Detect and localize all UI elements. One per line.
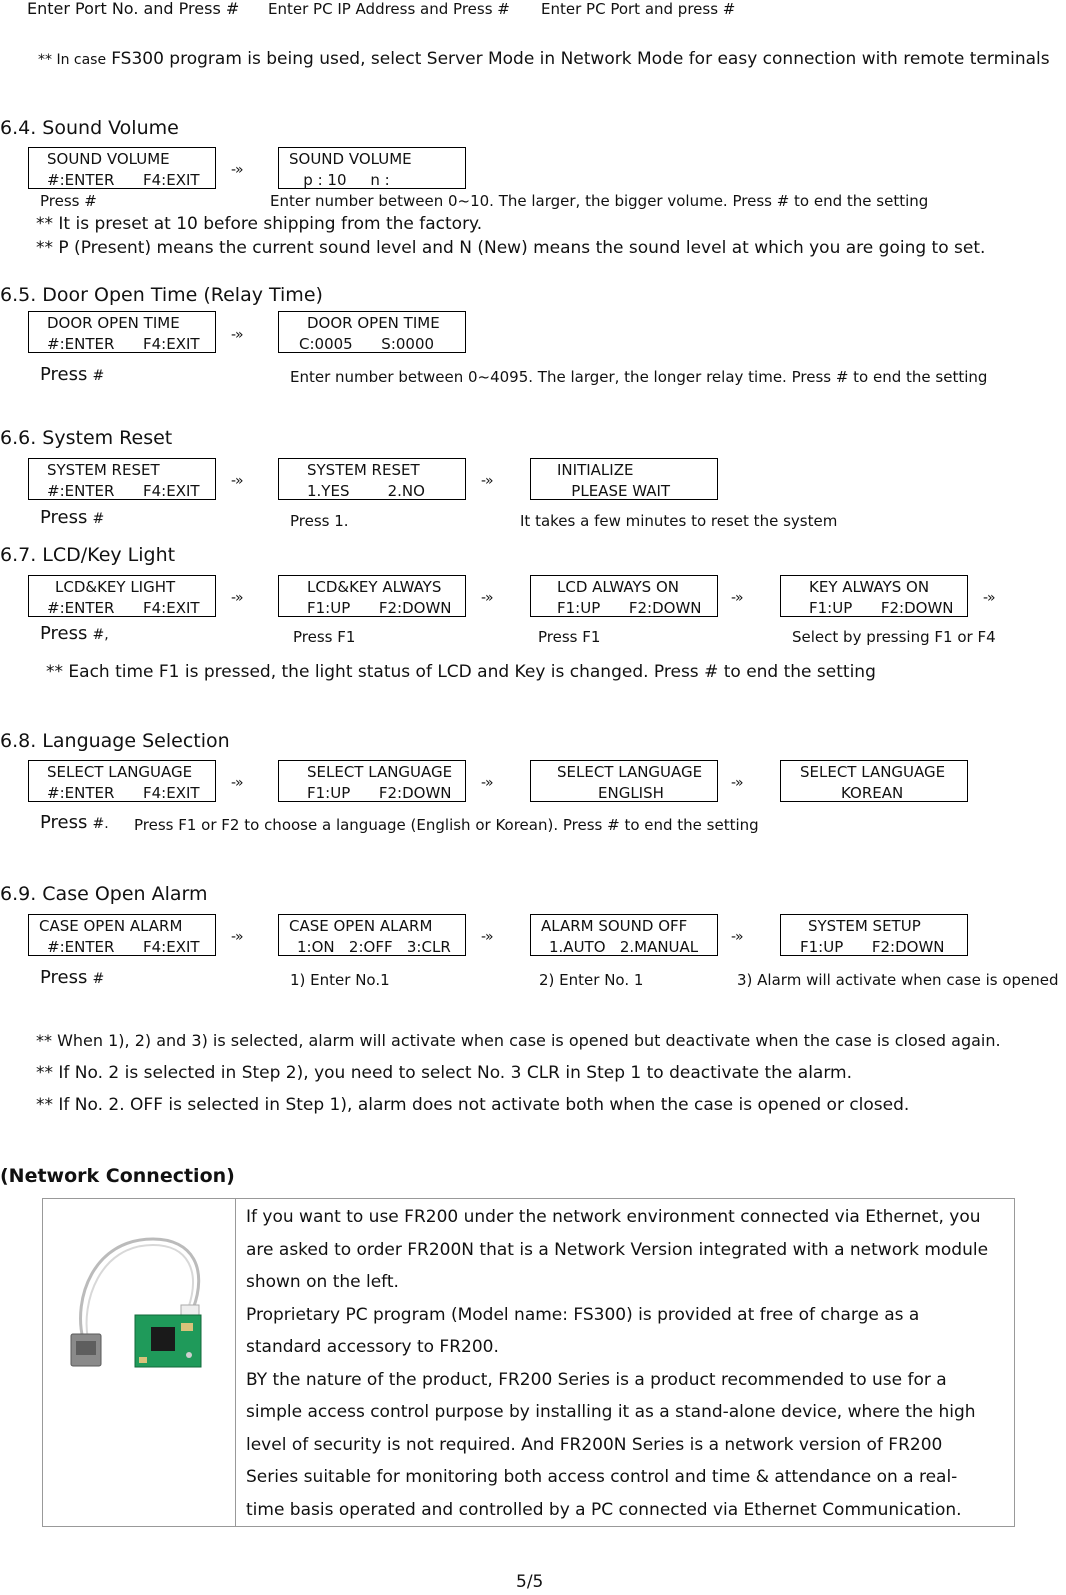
network-line: standard accessory to FR200. bbox=[246, 1337, 499, 1357]
arrow-icon: -» bbox=[231, 473, 243, 489]
network-module-image bbox=[43, 1199, 235, 1519]
lcd-box bbox=[530, 760, 718, 802]
press-instruction: Press # bbox=[40, 192, 97, 210]
press-instruction bbox=[40, 625, 109, 643]
lcd-line-1: SOUND VOLUME bbox=[289, 150, 412, 168]
lcd-line-1: SELECT LANGUAGE bbox=[557, 763, 703, 781]
lcd-line-1: LCD&KEY ALWAYS bbox=[307, 578, 442, 596]
arrow-icon: -» bbox=[231, 775, 243, 791]
lcd-box bbox=[278, 147, 466, 189]
network-table bbox=[42, 1198, 1015, 1527]
note-text: ** Each time F1 is pressed, the light status of LCD and Key is changed. Press # to end the setting bbox=[46, 662, 876, 682]
port-instruction-1: Enter Port No. and Press # bbox=[27, 0, 240, 18]
lcd-line-2: #:ENTER F4:EXIT bbox=[47, 335, 200, 353]
arrow-icon: -» bbox=[731, 929, 743, 945]
lcd-line-1: SYSTEM RESET bbox=[47, 461, 160, 479]
arrow-icon: -» bbox=[231, 162, 243, 178]
press-key: # bbox=[92, 971, 105, 987]
step-description: Press F1 bbox=[293, 628, 356, 646]
lcd-box bbox=[780, 575, 968, 617]
arrow-icon: -» bbox=[231, 590, 243, 606]
lcd-line-2: F1:UP F2:DOWN bbox=[307, 784, 452, 802]
lcd-box bbox=[28, 914, 216, 956]
note-prefix: ** In case bbox=[38, 52, 107, 68]
lcd-box bbox=[278, 311, 466, 353]
lcd-line-1: SYSTEM RESET bbox=[307, 461, 420, 479]
arrow-icon: -» bbox=[983, 590, 995, 606]
network-line: simple access control purpose by installing it as a stand-alone device, where the high bbox=[246, 1402, 976, 1422]
network-line: If you want to use FR200 under the network environment connected via Ethernet, you bbox=[246, 1207, 981, 1227]
lcd-box bbox=[780, 914, 968, 956]
note-text: ** It is preset at 10 before shipping from the factory. bbox=[36, 214, 483, 234]
note-text: ** When 1), 2) and 3) is selected, alarm will activate when case is opened but deactivate when the case is closed again. bbox=[36, 1031, 1001, 1050]
lcd-line-2: #:ENTER F4:EXIT bbox=[47, 482, 200, 500]
lcd-line-1: CASE OPEN ALARM bbox=[289, 917, 433, 935]
lcd-box bbox=[28, 575, 216, 617]
lcd-line-1: SELECT LANGUAGE bbox=[307, 763, 453, 781]
lcd-line-1: CASE OPEN ALARM bbox=[39, 917, 183, 935]
press-instruction bbox=[40, 969, 104, 987]
lcd-box bbox=[530, 458, 718, 500]
arrow-icon: -» bbox=[481, 590, 493, 606]
lcd-box bbox=[278, 914, 466, 956]
lcd-line-2: #:ENTER F4:EXIT bbox=[47, 938, 200, 956]
step-description: Enter number between 0~10. The larger, the bigger volume. Press # to end the setting bbox=[270, 192, 929, 210]
network-module-image-cell bbox=[43, 1199, 236, 1527]
step-description: 2) Enter No. 1 bbox=[539, 971, 644, 989]
network-section-title: (Network Connection) bbox=[0, 1165, 235, 1187]
lcd-line-2: #:ENTER F4:EXIT bbox=[47, 171, 200, 189]
lcd-box bbox=[530, 575, 718, 617]
note-text: FS300 program is being used, select Server Mode in Network Mode for easy connection with remote terminals bbox=[111, 49, 1050, 69]
network-line: shown on the left. bbox=[246, 1272, 399, 1292]
arrow-icon: -» bbox=[231, 327, 243, 343]
section-title-6-8: 6.8. Language Selection bbox=[0, 730, 230, 752]
section-title-6-9: 6.9. Case Open Alarm bbox=[0, 883, 208, 905]
section-title-6-5: 6.5. Door Open Time (Relay Time) bbox=[0, 284, 323, 306]
lcd-line-2: F1:UP F2:DOWN bbox=[809, 599, 954, 617]
network-line: level of security is not required. And FR200N Series is a network version of FR200 bbox=[246, 1434, 943, 1455]
lcd-box bbox=[28, 311, 216, 353]
lcd-line-2: C:0005 S:0000 bbox=[299, 335, 435, 353]
lcd-line-2: F1:UP F2:DOWN bbox=[557, 599, 702, 617]
network-description bbox=[236, 1199, 1014, 1526]
server-mode-note bbox=[38, 51, 1050, 68]
arrow-icon: -» bbox=[481, 775, 493, 791]
lcd-line-1: KEY ALWAYS ON bbox=[809, 578, 930, 596]
lcd-line-2: 1.AUTO 2.MANUAL bbox=[549, 938, 699, 956]
port-instruction-2: Enter PC IP Address and Press # bbox=[268, 0, 510, 18]
press-key: #. bbox=[92, 816, 109, 832]
section-title-6-6: 6.6. System Reset bbox=[0, 427, 173, 449]
lcd-line-1: ALARM SOUND OFF bbox=[541, 917, 688, 935]
arrow-icon: -» bbox=[481, 929, 493, 945]
press-key: #, bbox=[92, 627, 109, 643]
lcd-line-2: 1:ON 2:OFF 3:CLR bbox=[297, 938, 451, 956]
step-description: 1) Enter No.1 bbox=[290, 971, 390, 989]
step-description: Press F1 bbox=[538, 628, 601, 646]
page-number: 5/5 bbox=[516, 1572, 544, 1592]
lcd-box bbox=[278, 760, 466, 802]
network-line: are asked to order FR200N that is a Network Version integrated with a network module bbox=[246, 1239, 989, 1260]
lcd-line-1: SELECT LANGUAGE bbox=[800, 763, 946, 781]
network-line: Series suitable for monitoring both access control and time & attendance on a real- bbox=[246, 1467, 958, 1487]
arrow-icon: -» bbox=[731, 590, 743, 606]
lcd-box bbox=[278, 575, 466, 617]
network-line: Proprietary PC program (Model name: FS300) is provided at free of charge as a bbox=[246, 1304, 920, 1325]
press-word: Press bbox=[40, 812, 88, 833]
step-description: It takes a few minutes to reset the system bbox=[520, 512, 838, 530]
arrow-icon: -» bbox=[731, 775, 743, 791]
network-line: BY the nature of the product, FR200 Series is a product recommended to use for a bbox=[246, 1369, 947, 1390]
lcd-line-2: ENGLISH bbox=[598, 784, 664, 802]
section-title-6-4: 6.4. Sound Volume bbox=[0, 117, 179, 139]
press-instruction bbox=[40, 509, 104, 527]
lcd-line-2: PLEASE WAIT bbox=[557, 482, 671, 500]
lcd-line-2: #:ENTER F4:EXIT bbox=[47, 784, 200, 802]
port-instruction-3: Enter PC Port and press # bbox=[541, 0, 736, 18]
network-line: time basis operated and controlled by a PC connected via Ethernet Communication. bbox=[246, 1499, 962, 1520]
step-description: Press F1 or F2 to choose a language (English or Korean). Press # to end the setting bbox=[134, 816, 759, 834]
lcd-line-1: SYSTEM SETUP bbox=[808, 917, 921, 935]
note-text: ** If No. 2 is selected in Step 2), you need to select No. 3 CLR in Step 1 to deactivate the alarm. bbox=[36, 1063, 853, 1083]
lcd-box bbox=[780, 760, 968, 802]
lcd-line-2: F1:UP F2:DOWN bbox=[307, 599, 452, 617]
lcd-line-2: #:ENTER F4:EXIT bbox=[47, 599, 200, 617]
note-text: ** P (Present) means the current sound level and N (New) means the sound level at which you are going to set. bbox=[36, 238, 986, 258]
lcd-line-1: SELECT LANGUAGE bbox=[47, 763, 193, 781]
step-description: 3) Alarm will activate when case is opened bbox=[737, 971, 1059, 989]
press-word: Press bbox=[40, 967, 88, 988]
lcd-line-1: SOUND VOLUME bbox=[47, 150, 170, 168]
step-description: Select by pressing F1 or F4 bbox=[792, 628, 996, 646]
note-text: ** If No. 2. OFF is selected in Step 1), alarm does not activate both when the case is opened or closed. bbox=[36, 1095, 910, 1115]
step-description: Enter number between 0~4095. The larger, the longer relay time. Press # to end the setting bbox=[290, 368, 988, 386]
lcd-box bbox=[530, 914, 718, 956]
press-word: Press bbox=[40, 364, 88, 385]
press-instruction bbox=[40, 366, 104, 384]
lcd-box bbox=[28, 458, 216, 500]
lcd-line-2: 1.YES 2.NO bbox=[307, 482, 425, 500]
network-description-cell bbox=[236, 1199, 1015, 1527]
lcd-line-2: p : 10 n : bbox=[289, 171, 390, 189]
section-title-6-7: 6.7. LCD/Key Light bbox=[0, 544, 176, 566]
press-key: # bbox=[92, 511, 105, 527]
press-key: # bbox=[92, 368, 105, 384]
lcd-line-2: F1:UP F2:DOWN bbox=[800, 938, 945, 956]
lcd-line-1: LCD ALWAYS ON bbox=[557, 578, 679, 596]
lcd-line-1: INITIALIZE bbox=[557, 461, 634, 479]
press-word: Press bbox=[40, 623, 88, 644]
press-word: Press bbox=[40, 507, 88, 528]
step-description: Press 1. bbox=[290, 512, 349, 530]
arrow-icon: -» bbox=[481, 473, 493, 489]
arrow-icon: -» bbox=[231, 929, 243, 945]
lcd-box bbox=[28, 147, 216, 189]
lcd-line-1: DOOR OPEN TIME bbox=[47, 314, 180, 332]
lcd-box bbox=[28, 760, 216, 802]
lcd-line-1: LCD&KEY LIGHT bbox=[55, 578, 176, 596]
lcd-box bbox=[278, 458, 466, 500]
lcd-line-1: DOOR OPEN TIME bbox=[307, 314, 440, 332]
press-instruction bbox=[40, 814, 109, 832]
lcd-line-2: KOREAN bbox=[841, 784, 904, 802]
